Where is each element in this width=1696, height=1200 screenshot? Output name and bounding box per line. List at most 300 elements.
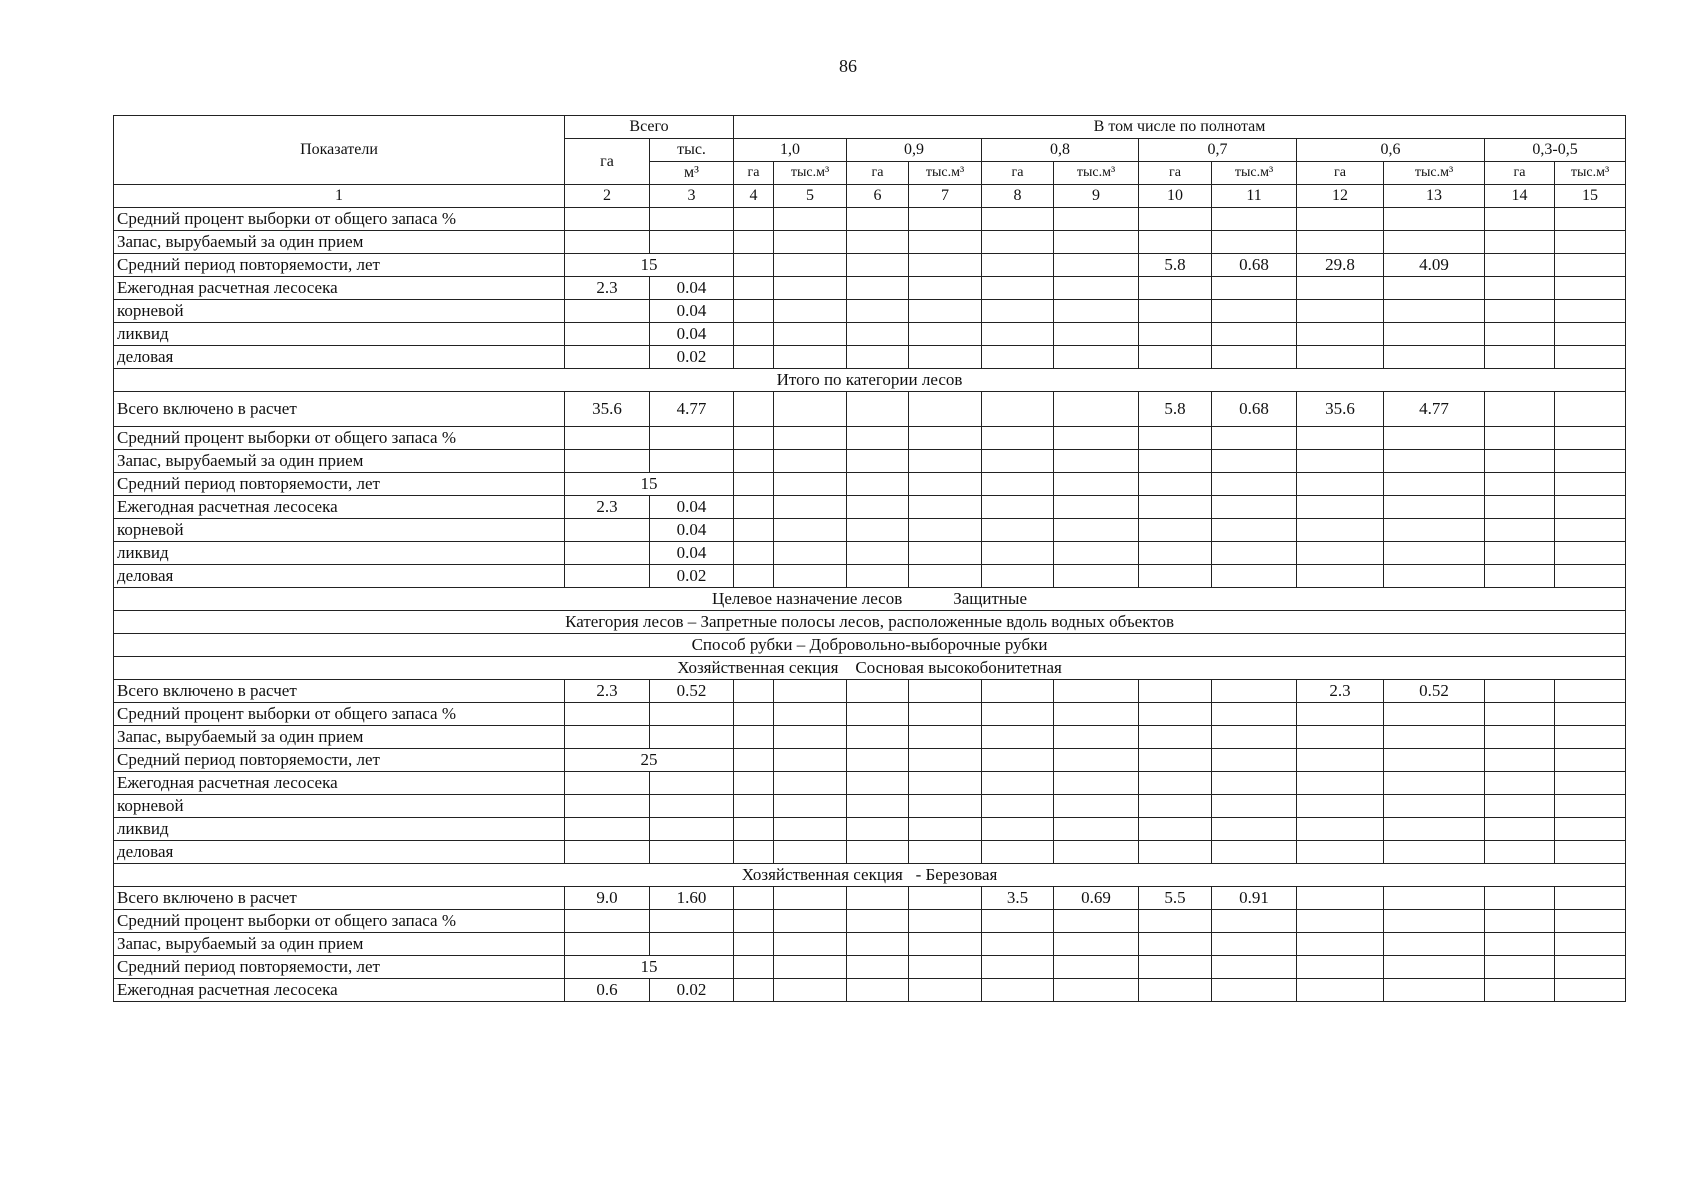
table-cell [1485,841,1555,864]
table-cell [1384,910,1485,933]
table-cell [734,519,774,542]
table-cell [1485,392,1555,427]
table-cell [847,231,909,254]
table-cell [1212,703,1297,726]
table-cell: 2.3 [565,277,650,300]
row-label: Средний процент выборки от общего запаса % [114,703,565,726]
table-cell: 0.02 [650,346,734,369]
table-cell [1384,565,1485,588]
table-cell [1485,933,1555,956]
table-cell [774,565,847,588]
header-unit-ha: га [1485,162,1555,185]
table-row [114,231,1626,254]
table-cell [1384,841,1485,864]
row-label: корневой [114,795,565,818]
table-cell: 0.04 [650,519,734,542]
table-cell [565,208,650,231]
row-label: ликвид [114,323,565,346]
table-cell [1555,818,1626,841]
table-cell [1485,887,1555,910]
table-row [114,680,1626,703]
table-cell [734,887,774,910]
table-cell: 5.8 [1139,254,1212,277]
table-cell [1297,887,1384,910]
table-cell: 0.68 [1212,392,1297,427]
table-cell [1139,277,1212,300]
page-number: 86 [839,56,857,76]
table-cell [982,910,1054,933]
column-number: 12 [1297,185,1384,208]
table-cell [847,496,909,519]
column-number: 3 [650,185,734,208]
table-cell [909,772,982,795]
table-cell [1139,208,1212,231]
table-cell [734,565,774,588]
table-cell [1054,392,1139,427]
table-cell: 2.3 [565,496,650,519]
table-cell [982,519,1054,542]
table-cell [774,277,847,300]
table-cell: 0.6 [565,979,650,1002]
table-cell [847,208,909,231]
table-cell [847,703,909,726]
row-label: деловая [114,565,565,588]
table-cell [734,749,774,772]
table-cell [734,703,774,726]
table-cell [1054,565,1139,588]
table-cell [1054,346,1139,369]
column-number: 14 [1485,185,1555,208]
table-cell [1054,749,1139,772]
table-cell [1139,910,1212,933]
table-cell [847,565,909,588]
table-cell [565,703,650,726]
table-cell [650,450,734,473]
table-row [114,933,1626,956]
table-cell [734,323,774,346]
header-unit-thous-m3: тыс.м³ [774,162,847,185]
table-cell [650,703,734,726]
row-label: Средний период повторяемости, лет [114,473,565,496]
table-cell [1384,795,1485,818]
table-cell [1555,772,1626,795]
table-cell [1139,565,1212,588]
table-row [114,910,1626,933]
table-cell: 2.3 [565,680,650,703]
table-cell: 0.02 [650,565,734,588]
table-cell [1384,933,1485,956]
table-cell [1555,473,1626,496]
table-cell [847,979,909,1002]
table-cell [1139,346,1212,369]
table-row [114,519,1626,542]
table-cell [1555,703,1626,726]
column-number: 13 [1384,185,1485,208]
table-row [114,726,1626,749]
table-row [114,346,1626,369]
table-cell: 0.69 [1054,887,1139,910]
table-cell [847,841,909,864]
table-cell [774,346,847,369]
table-cell [1384,749,1485,772]
table-cell [1555,933,1626,956]
table-cell [1485,726,1555,749]
table-cell [1212,680,1297,703]
table-cell: 0.02 [650,979,734,1002]
table-cell [650,933,734,956]
row-label: Запас, вырубаемый за один прием [114,726,565,749]
row-label: Ежегодная расчетная лесосека [114,277,565,300]
section-heading: Хозяйственная секция - Березовая [114,864,1626,887]
table-cell [650,772,734,795]
table-cell [909,680,982,703]
row-label: Всего включено в расчет [114,680,565,703]
table-cell [1384,887,1485,910]
section-row [114,864,1626,887]
table-row [114,392,1626,427]
table-cell [1384,277,1485,300]
header-density: 0,7 [1139,139,1297,162]
table-cell [1212,565,1297,588]
table-cell [1297,427,1384,450]
table-cell [1297,749,1384,772]
header-unit-ha: га [734,162,774,185]
header-density: 0,8 [982,139,1139,162]
section-row [114,369,1626,392]
table-cell [774,254,847,277]
table-cell [1054,680,1139,703]
row-label: Средний период повторяемости, лет [114,749,565,772]
table-cell [1139,542,1212,565]
table-cell [1485,749,1555,772]
section-heading: Хозяйственная секция Сосновая высокобонитетная [114,657,1626,680]
table-cell [1139,519,1212,542]
table-cell: 4.77 [650,392,734,427]
section-heading: Категория лесов – Запретные полосы лесов, расположенные вдоль водных объектов [114,611,1626,634]
table-cell [847,795,909,818]
period-total: 15 [565,956,734,979]
table-cell [774,231,847,254]
table-cell [1054,933,1139,956]
table-row [114,450,1626,473]
row-label: Средний период повторяемости, лет [114,254,565,277]
table-cell [982,749,1054,772]
table-cell [1054,979,1139,1002]
table-cell [1054,542,1139,565]
table-cell [982,392,1054,427]
table-cell [774,795,847,818]
table-cell [909,277,982,300]
header-unit-ha: га [1139,162,1212,185]
table-cell [734,910,774,933]
table-cell: 0.04 [650,496,734,519]
forest-calculation-table [113,115,1626,1002]
table-cell [909,933,982,956]
table-cell [1485,703,1555,726]
table-cell [774,979,847,1002]
table-cell [847,473,909,496]
table-cell: 0.52 [650,680,734,703]
table-cell [909,300,982,323]
row-label: Запас, вырубаемый за один прием [114,231,565,254]
table-cell [1212,519,1297,542]
table-cell [909,956,982,979]
table-row [114,542,1626,565]
column-number: 2 [565,185,650,208]
row-label: Ежегодная расчетная лесосека [114,979,565,1002]
table-cell [982,496,1054,519]
table-cell [1297,231,1384,254]
table-cell [1384,726,1485,749]
table-cell [774,772,847,795]
table-cell [734,496,774,519]
table-cell [1384,956,1485,979]
table-cell [1384,450,1485,473]
table-cell [565,231,650,254]
table-cell [982,346,1054,369]
table-cell [1297,542,1384,565]
table-cell [565,450,650,473]
table-cell [1297,346,1384,369]
table-cell [734,772,774,795]
section-heading: Способ рубки – Добровольно-выборочные рубки [114,634,1626,657]
table-cell [1139,795,1212,818]
table-cell [982,323,1054,346]
table-cell [1384,818,1485,841]
table-cell [774,818,847,841]
table-cell [774,726,847,749]
table-row [114,427,1626,450]
table-cell [982,795,1054,818]
table-cell [909,496,982,519]
table-cell [982,565,1054,588]
table-cell [565,427,650,450]
table-cell [1384,427,1485,450]
table-cell [847,300,909,323]
table-cell: 0.04 [650,542,734,565]
table-cell [982,542,1054,565]
table-cell [774,450,847,473]
table-cell [909,703,982,726]
header-unit-ha: га [1297,162,1384,185]
table-cell [1139,300,1212,323]
header-unit-thous-m3: тыс.м³ [1212,162,1297,185]
table-cell [909,887,982,910]
table-cell [1555,519,1626,542]
table-cell [909,346,982,369]
table-cell [1054,496,1139,519]
table-cell [1212,346,1297,369]
table-cell [734,427,774,450]
table-cell [847,933,909,956]
row-label: ликвид [114,542,565,565]
table-cell [1297,473,1384,496]
table-cell [1485,427,1555,450]
table-cell [847,887,909,910]
table-row [114,300,1626,323]
table-cell [982,300,1054,323]
table-cell [847,956,909,979]
table-cell [909,208,982,231]
table-cell [909,231,982,254]
table-cell [1139,450,1212,473]
column-number: 9 [1054,185,1139,208]
header-unit-thous-m3: тыс.м³ [909,162,982,185]
table-cell [1485,277,1555,300]
table-row [114,254,1626,277]
table-cell [1297,979,1384,1002]
table-cell [1139,703,1212,726]
table-cell [565,565,650,588]
header-by-density: В том числе по полнотам [734,116,1626,139]
table-cell [1139,427,1212,450]
table-cell [774,208,847,231]
header-total: Всего [565,116,734,139]
table-cell [1139,496,1212,519]
table-cell [1384,346,1485,369]
table-cell [650,910,734,933]
table-cell [565,519,650,542]
table-cell [1485,473,1555,496]
table-cell [1297,703,1384,726]
table-cell: 3.5 [982,887,1054,910]
table-cell: 0.04 [650,300,734,323]
table-cell [1384,300,1485,323]
table-cell [909,427,982,450]
table-cell [1212,979,1297,1002]
table-cell [1485,254,1555,277]
table-cell [1555,956,1626,979]
table-cell [1297,565,1384,588]
row-label: Ежегодная расчетная лесосека [114,496,565,519]
period-total: 15 [565,254,734,277]
table-cell: 0.68 [1212,254,1297,277]
table-cell [1212,910,1297,933]
table-cell [1139,818,1212,841]
table-cell [847,346,909,369]
table-cell [774,956,847,979]
row-label: деловая [114,346,565,369]
period-total: 15 [565,473,734,496]
table-row [114,565,1626,588]
table-cell [1555,496,1626,519]
table-cell: 1.60 [650,887,734,910]
table-cell [1485,323,1555,346]
table-cell [982,208,1054,231]
table-cell [1555,231,1626,254]
table-cell [1139,726,1212,749]
table-cell [1485,450,1555,473]
table-cell [1212,726,1297,749]
table-cell [1212,450,1297,473]
table-cell [847,277,909,300]
table-cell [650,818,734,841]
table-cell [982,450,1054,473]
table-cell: 5.5 [1139,887,1212,910]
table-cell [1212,956,1297,979]
header-unit-ha: га [847,162,909,185]
table-cell [1054,300,1139,323]
table-cell [847,519,909,542]
table-cell [982,772,1054,795]
table-cell [909,323,982,346]
row-label: Всего включено в расчет [114,392,565,427]
row-label: Запас, вырубаемый за один прием [114,450,565,473]
table-cell [1212,749,1297,772]
table-cell [982,427,1054,450]
table-cell [1212,323,1297,346]
table-cell [847,749,909,772]
table-cell [1297,772,1384,795]
table-cell [734,450,774,473]
table-cell [909,519,982,542]
table-row [114,496,1626,519]
table-cell [909,910,982,933]
table-cell [734,277,774,300]
table-cell [1555,565,1626,588]
table-cell [565,910,650,933]
table-cell [1054,254,1139,277]
table-cell [1212,208,1297,231]
table-cell [847,772,909,795]
table-cell [1555,749,1626,772]
column-number: 6 [847,185,909,208]
table-cell [847,680,909,703]
table-cell [847,427,909,450]
table-cell [1212,427,1297,450]
table-cell [909,254,982,277]
table-cell [1212,933,1297,956]
table-cell [1485,208,1555,231]
header-indicators: Показатели [114,116,565,185]
column-number: 10 [1139,185,1212,208]
header-unit-thous-m3: тыс.м³ [1054,162,1139,185]
row-label: Средний процент выборки от общего запаса % [114,208,565,231]
table-cell [909,749,982,772]
table-row [114,703,1626,726]
table-cell [982,979,1054,1002]
table-cell [1054,841,1139,864]
column-number: 5 [774,185,847,208]
table-cell [1555,346,1626,369]
table-cell [734,726,774,749]
table-cell [1555,450,1626,473]
row-label: Средний процент выборки от общего запаса % [114,910,565,933]
table-cell [1212,542,1297,565]
section-heading: Целевое назначение лесов Защитные [114,588,1626,611]
table-cell: 35.6 [1297,392,1384,427]
table-cell [734,841,774,864]
table-cell [847,818,909,841]
table-cell [982,473,1054,496]
table-cell [1054,519,1139,542]
table-cell [1485,795,1555,818]
table-cell [1555,427,1626,450]
table-cell [982,726,1054,749]
table-cell: 0.91 [1212,887,1297,910]
table-cell [1297,910,1384,933]
table-cell [1384,208,1485,231]
table-cell [909,565,982,588]
table-cell [734,979,774,1002]
section-row [114,657,1626,680]
table-cell [565,772,650,795]
table-cell [1054,795,1139,818]
table-cell: 0.52 [1384,680,1485,703]
row-label: Всего включено в расчет [114,887,565,910]
header-unit-thous-m3: тыс.м³ [1384,162,1485,185]
table-cell [1555,841,1626,864]
